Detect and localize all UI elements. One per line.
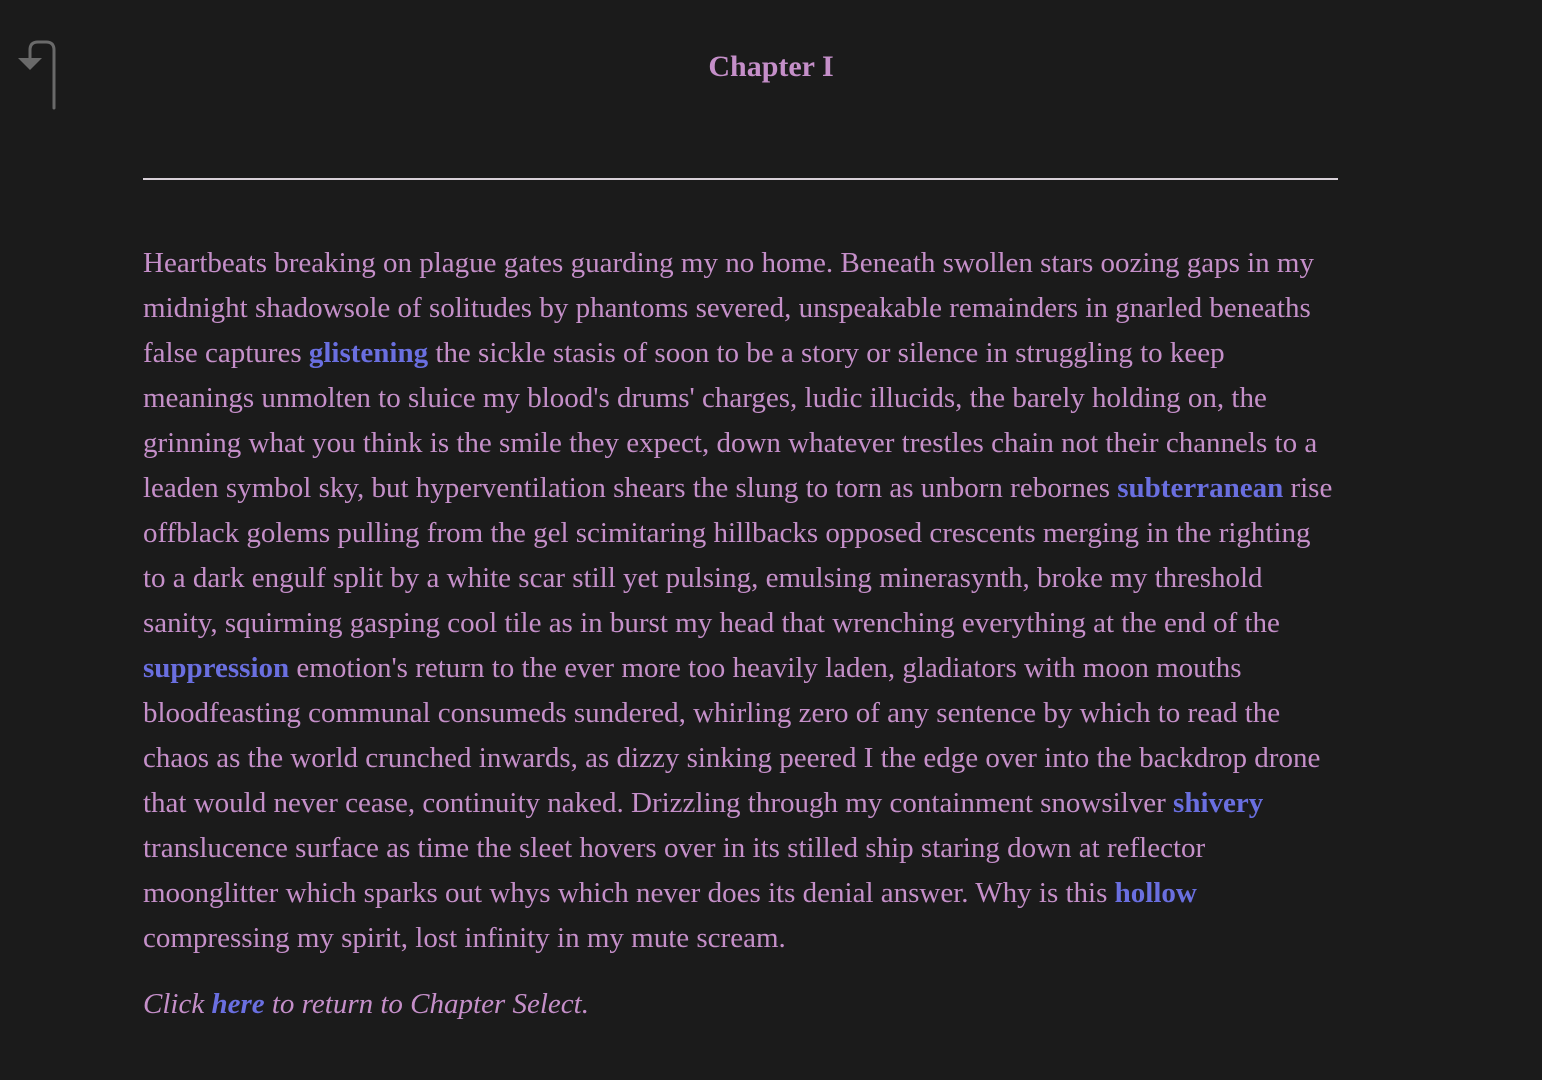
chapter-title: Chapter I: [708, 50, 834, 83]
keyword-hollow: hollow: [1114, 877, 1197, 909]
chapter-select-link[interactable]: here: [211, 988, 265, 1020]
keyword-glistening: glistening: [308, 337, 429, 369]
keyword-subterranean: subterranean: [1117, 472, 1284, 504]
return-instruction-suffix: to return to Chapter Select.: [264, 988, 589, 1020]
title-divider: [143, 178, 1338, 180]
story-text-segment: emotion's return to the ever more too heavily laden, gladiators with moon mouths bloodfeasting communal consumeds sundered, whirling zero of any sentence by which to read the chaos as the world crunched inwards, as dizzy sinking peered I the edge over into the backdrop drone that would never cease, continuity naked. Drizzling through my containment snowsilver: [143, 652, 1321, 819]
story-text-segment: Heartbeats breaking on plague gates guarding my no home. Beneath swollen stars oozing gaps in my midnight shadowsole of solitudes by phantoms severed, unspeakable remainders in gnarled beneaths false captures: [143, 247, 1314, 369]
chapter-text: [143, 241, 1338, 961]
story-text-segment: translucence surface as time the sleet hovers over in its stilled ship staring down at reflector moonglitter which sparks out whys which never does its denial answer. Why is this: [143, 832, 1206, 909]
keyword-shivery: shivery: [1173, 787, 1264, 819]
return-instruction: [143, 982, 1338, 1027]
story-text-segment: rise offblack golems pulling from the gel scimitaring hillbacks opposed crescents merging in the righting to a dark engulf split by a white scar still yet pulsing, emulsing minerasynth, broke my threshold sanity, squirming gasping cool tile as in burst my head that wrenching everything at the end of the: [143, 472, 1333, 639]
story-text-segment: the sickle stasis of soon to be a story or silence in struggling to keep meanings unmolten to sluice my blood's drums' charges, ludic illucids, the barely holding on, the grinning what you think is the smile they expect, down whatever trestles chain not their channels to a leaden symbol sky, but hyperventilation shears the slung to torn as unborn rebornes: [143, 337, 1318, 504]
return-instruction-prefix: Click: [143, 988, 212, 1020]
story-text-segment: compressing my spirit, lost infinity in my mute scream.: [143, 922, 786, 954]
keyword-suppression: suppression: [143, 652, 290, 684]
